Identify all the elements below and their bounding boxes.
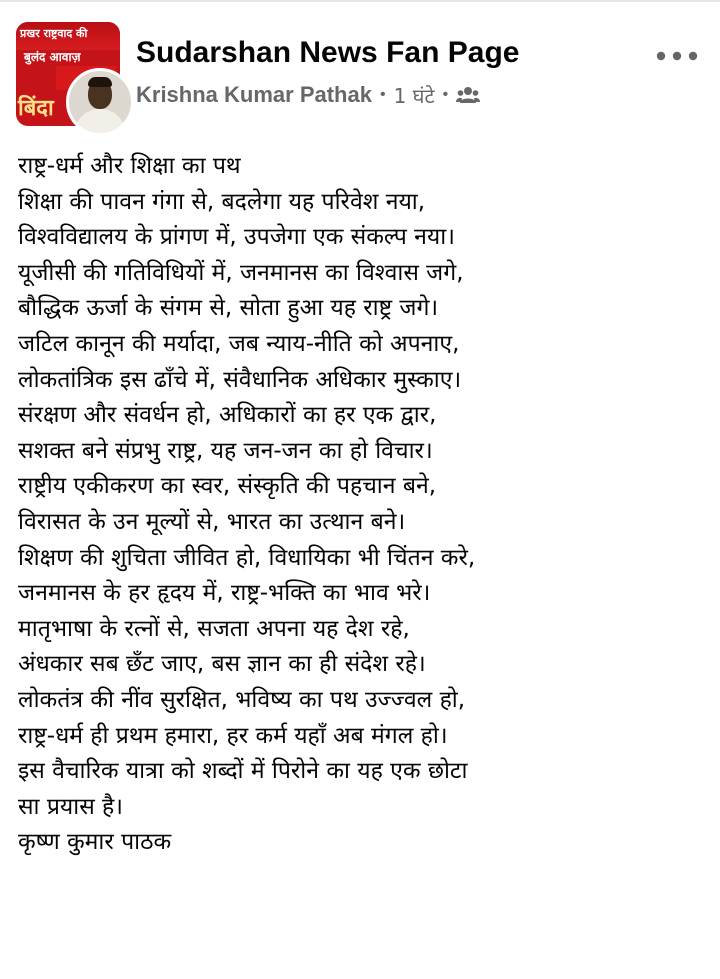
author-name-link[interactable]: Krishna Kumar Pathak	[136, 82, 372, 107]
post-line: अंधकार सब छँट जाए, बस ज्ञान का ही संदेश रहे।	[18, 651, 426, 678]
post-line: मातृभाषा के रत्नों से, सजता अपना यह देश रहे,	[18, 615, 410, 642]
post-line: लोकतांत्रिक इस ढाँचे में, संवैधानिक अधिकार मुस्काए।	[18, 366, 462, 393]
post-header	[0, 0, 720, 140]
post-line: शिक्षा की पावन गंगा से, बदलेगा यह परिवेश नया,	[18, 188, 426, 215]
post-line: जटिल कानून की मर्यादा, जब न्याय-नीति को अपनाए,	[18, 330, 460, 357]
group-audience-icon[interactable]	[456, 85, 480, 105]
meta-separator: •	[442, 86, 449, 103]
post-line: बौद्धिक ऊर्जा के संगम से, सोता हुआ यह राष्ट्र जगे।	[18, 295, 439, 322]
author-avatar[interactable]	[66, 68, 134, 136]
post-meta	[136, 80, 480, 110]
group-avatar-text-1: प्रखर राष्ट्रवाद की	[20, 27, 88, 40]
post-line: विश्वविद्यालय के प्रांगण में, उपजेगा एक संकल्प नया।	[18, 224, 455, 251]
meta-separator: •	[379, 86, 386, 103]
post-line: राष्ट्रीय एकीकरण का स्वर, संस्कृति की पहचान बने,	[18, 473, 437, 500]
post-timestamp[interactable]: 1 घंटे	[393, 83, 435, 108]
post-line: जनमानस के हर हृदय में, राष्ट्र-भक्ति का भाव भरे।	[18, 580, 431, 607]
post-line: सा प्रयास है।	[18, 793, 123, 820]
post-line: सशक्त बने संप्रभु राष्ट्र, यह जन-जन का हो विचार।	[18, 437, 433, 464]
post-line: राष्ट्र-धर्म ही प्रथम हमारा, हर कर्म यहाँ अब मंगल हो।	[18, 722, 448, 749]
post-line: शिक्षण की शुचिता जीवित हो, विधायिका भी चिंतन करे,	[18, 544, 476, 571]
more-options-icon[interactable]	[652, 42, 702, 70]
post-line: इस वैचारिक यात्रा को शब्दों में पिरोने का यह एक छोटा	[18, 758, 468, 785]
post-line: लोकतंत्र की नींव सुरक्षित, भविष्य का पथ उज्ज्वल हो,	[18, 686, 466, 713]
post-line: यूजीसी की गतिविधियों में, जनमानस का विश्वास जगे,	[18, 259, 464, 286]
post-signature: कृष्ण कुमार पाठक	[18, 829, 172, 856]
group-name-link[interactable]: Sudarshan News Fan Page	[136, 36, 520, 69]
author-avatar-body	[75, 109, 125, 136]
group-avatar-text-2: बुलंद आवाज़	[24, 50, 81, 64]
post-line: संरक्षण और संवर्धन हो, अधिकारों का हर एक द्वार,	[18, 402, 437, 429]
author-avatar-hair	[88, 77, 112, 87]
post-title-line: राष्ट्र-धर्म और शिक्षा का पथ	[18, 153, 241, 179]
group-avatar-text-3: बिंदा	[18, 96, 54, 121]
post-line: विरासत के उन मूल्यों से, भारत का उत्थान बने।	[18, 508, 406, 535]
post-text	[18, 149, 718, 861]
